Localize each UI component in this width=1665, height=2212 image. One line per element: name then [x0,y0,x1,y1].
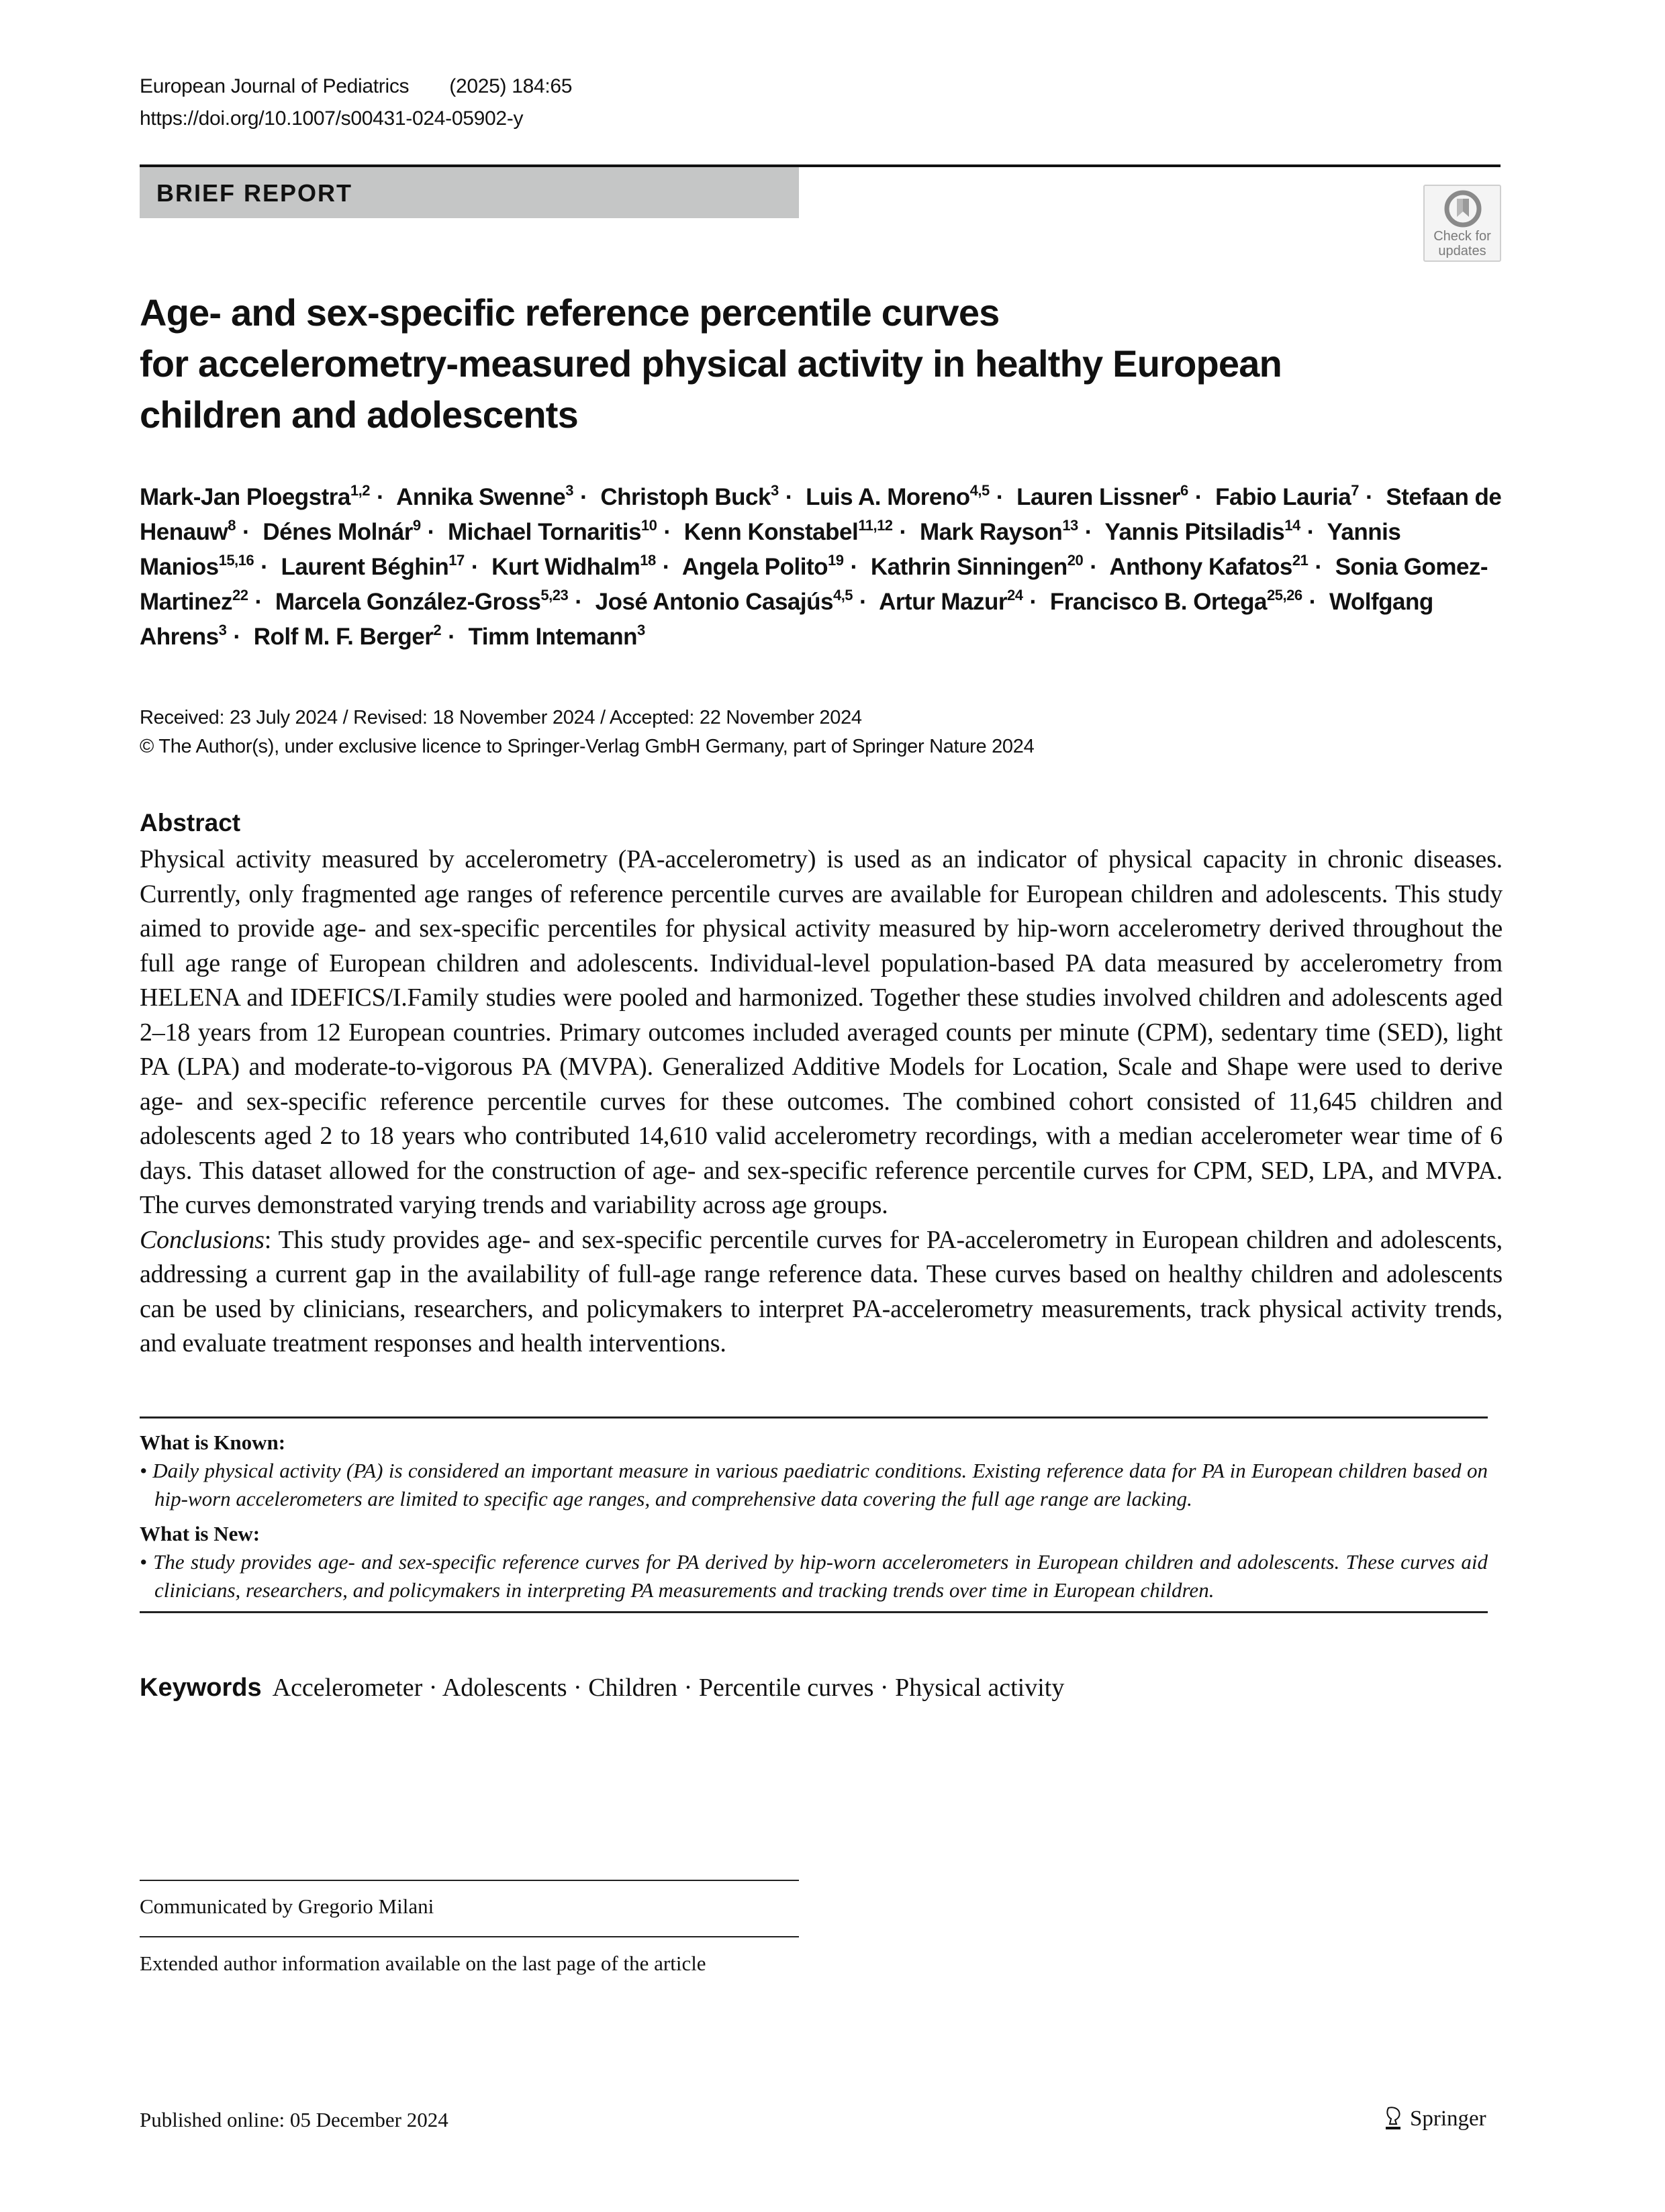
keywords-label: Keywords [140,1674,262,1702]
journal-citation [140,75,572,98]
author-affiliation: 24 [1007,587,1023,604]
author-separator: · [233,624,241,650]
what-is-known-heading: What is Known: [140,1431,286,1454]
author-affiliation: 3 [770,482,779,499]
author-separator: · [1309,589,1317,615]
author-affiliation: 15,16 [218,552,254,569]
abstract-conclusions [140,1223,1503,1361]
abstract-heading: Abstract [140,809,241,836]
author-separator: · [996,484,1004,510]
journal-name: European Journal of Pediatrics [140,75,410,97]
author-name[interactable]: Fabio Lauria$^7$ [1215,482,1359,510]
author-name[interactable]: Kenn Konstabel$^{11,12}$ [683,517,893,545]
author-separator: · [663,519,671,545]
author-name[interactable]: Rolf M. F. Berger$^2$ [253,622,442,650]
author-name[interactable]: Laurent Béghin$^{17}$ [281,552,465,580]
author-name[interactable]: Luis A. Moreno$^{4,5}$ [806,482,990,510]
check-for-updates-button[interactable] [1423,185,1501,262]
author-affiliation: 14 [1284,517,1300,534]
author-separator: · [1315,554,1323,580]
author-affiliation: 11,12 [858,517,893,534]
author-name[interactable]: Michael Tornaritis$^{10}$ [447,517,657,545]
author-separator: · [242,519,250,545]
author-name[interactable]: Lauren Lissner$^6$ [1016,482,1188,510]
author-name[interactable]: Angela Polito$^{19}$ [681,552,844,580]
author-affiliation: 1,2 [350,482,370,499]
author-affiliation: 17 [448,552,465,569]
communicated-by: Communicated by Gregorio Milani [140,1894,434,1918]
author-affiliation: 9 [412,517,421,534]
citation: (2025) 184:65 [449,75,573,97]
what-is-new-heading: What is New: [140,1522,260,1545]
author-separator: · [377,484,385,510]
author-separator: · [859,589,867,615]
article-type-label: BRIEF REPORT [156,179,353,207]
what-is-known-item: • Daily physical activity (PA) is considered an important measure in various paediatric conditions. Existing reference data for PA in European children based on hip-worn accelerometers are limited to specific age ranges, and comprehensive data covering the full age range are lacking. [140,1459,1488,1510]
author-name[interactable]: Francisco B. Ortega$^{25,26}$ [1049,587,1302,615]
highlights-bottom-rule [140,1611,1488,1613]
author-affiliation: 25,26 [1267,587,1302,604]
author-separator: · [1029,589,1037,615]
springer-horse-icon [1383,2105,1403,2132]
extended-author-info: Extended author information available on the last page of the article [140,1952,706,1975]
author-affiliation: 7 [1351,482,1359,499]
author-name[interactable]: Annika Swenne$^3$ [396,482,574,510]
keywords [140,1673,1064,1702]
author-separator: · [1090,554,1098,580]
author-separator: · [448,624,456,650]
publisher-logo [1383,2105,1486,2132]
author-separator: · [1194,484,1202,510]
article-dates [140,704,1034,761]
author-name[interactable]: Christoph Buck$^3$ [600,482,779,510]
author-name[interactable]: Wolfgang Ahrens$^3$ [140,589,1433,650]
footnote-rule-2 [140,1936,799,1937]
author-separator: · [471,554,479,580]
author-separator: · [1084,519,1092,545]
author-affiliation: 4,5 [832,587,853,604]
author-affiliation: 8 [228,517,236,534]
conclusions-label: Conclusions [140,1225,265,1254]
author-affiliation: 6 [1180,482,1188,499]
abstract-text: Physical activity measured by accelerometry (PA-accelerometry) is used as an indicator of physical capacity in chronic diseases. Currently, only fragmented age ranges of reference percentile curves are available for European children and adolescents. This study aimed to provide age- and sex-specific percentiles for physical activity measured by hip-worn accelerometry derived throughout the full age range of European children and adolescents. Individual-level population-based PA data measured by accelerometry from HELENA and IDEFICS/I.Family studies were pooled and harmonized. Together these studies involved children and adolescents aged 2–18 years from 12 European countries. Primary outcomes included averaged counts per minute (CPM), sedentary time (SED), light PA (LPA) and moderate-to-vigorous PA (MVPA). Generalized Additive Models for Location, Scale and Shape were used to derive age- and sex-specific reference percentile curves for these outcomes. The combined cohort consisted of 11,645 children and adolescents aged 2 to 18 years who contributed 14,610 valid accelerometry recordings, with a median accelerometer wear time of 6 days. This dataset allowed for the construction of age- and sex-specific reference percentile curves for CPM, SED, LPA, and MVPA. The curves demonstrated varying trends and variability across age groups. [140,845,1503,1219]
author-affiliation: 3 [637,622,645,638]
author-affiliation: 10 [640,517,657,534]
author-separator: · [1366,484,1374,510]
author-name[interactable]: Stefaan de Henauw$^8$ [140,484,1502,545]
check-for-updates-label: Check for updates [1433,229,1491,258]
article-type-bar [140,167,799,218]
author-name[interactable]: Mark Rayson$^{13}$ [919,517,1078,545]
author-name[interactable]: Kurt Widhalm$^{18}$ [491,552,656,580]
author-affiliation: 3 [565,482,574,499]
keywords-list: Accelerometer · Adolescents · Children · Percentile curves · Physical activity [272,1674,1065,1702]
copyright-notice: © The Author(s), under exclusive licence to Springer-Verlag GmbH Germany, part of Springer Nature 2024 [140,736,1035,757]
author-affiliation: 13 [1062,517,1078,534]
author-name[interactable]: José Antonio Casajús$^{4,5}$ [595,587,853,615]
highlights-top-rule [140,1416,1488,1418]
author-separator: · [254,589,263,615]
author-affiliation: 20 [1067,552,1084,569]
publisher-name: Springer [1410,2106,1486,2131]
author-name[interactable]: Dénes Molnár$^9$ [263,517,421,545]
author-name[interactable]: Yannis Pitsiladis$^{14}$ [1104,517,1300,545]
published-date: Published online: 05 December 2024 [140,2108,448,2131]
author-name[interactable]: Artur Mazur$^{24}$ [879,587,1023,615]
abstract-body [140,843,1503,1361]
author-affiliation: 2 [433,622,442,638]
author-separator: · [575,589,583,615]
author-affiliation: 19 [827,552,844,569]
author-name[interactable]: Anthony Kafatos$^{21}$ [1109,552,1309,580]
doi-link[interactable]: https://doi.org/10.1007/s00431-024-05902-y [140,107,524,130]
author-affiliation: 18 [640,552,656,569]
author-name[interactable]: Marcela González-Gross$^{5,23}$ [275,587,569,615]
author-separator: · [662,554,670,580]
crossmark-icon [1444,190,1482,228]
author-name[interactable]: Sonia Gomez-Martinez$^{22}$ [140,554,1488,615]
author-list [140,480,1509,655]
author-separator: · [260,554,269,580]
author-name[interactable]: Timm Intemann$^3$ [468,622,645,650]
author-separator: · [427,519,435,545]
footnote-rule-1 [140,1880,799,1881]
highlights-box [140,1429,1488,1611]
author-separator: · [1306,519,1315,545]
what-is-new-item: • The study provides age- and sex-specific reference curves for PA derived by hip-worn accelerometers in European children and adolescents. These curves aid clinicians, researchers, and policymakers in interpreting PA measurements and tracking trends over time in European children. [140,1550,1488,1602]
author-affiliation: 4,5 [969,482,990,499]
conclusions-text: : This study provides age- and sex-specific percentile curves for PA-accelerometry in European children and adolescents, addressing a current gap in the availability of full-age range reference data. These curves based on healthy children and adolescents can be used by clinicians, researchers, and policymakers to interpret PA-accelerometry measurements, track physical activity trends, and evaluate treatment responses and health interventions. [140,1225,1503,1357]
author-separator: · [899,519,907,545]
author-separator: · [785,484,793,510]
author-affiliation: 3 [218,622,227,638]
article-title: Age- and sex-specific reference percentile curves for accelerometry-measured physical activity in healthy European children and adolescents [140,291,1282,436]
author-affiliation: 5,23 [540,587,569,604]
author-name[interactable]: Kathrin Sinningen$^{20}$ [870,552,1084,580]
author-name[interactable]: Yannis Manios$^{15,16}$ [140,519,1401,580]
author-separator: · [850,554,858,580]
author-name[interactable]: Mark-Jan Ploegstra$^{1,2}$ [140,482,370,510]
author-affiliation: 22 [232,587,248,604]
received-dates: Received: 23 July 2024 / Revised: 18 November 2024 / Accepted: 22 November 2024 [140,707,862,728]
author-separator: · [580,484,588,510]
author-affiliation: 21 [1292,552,1309,569]
